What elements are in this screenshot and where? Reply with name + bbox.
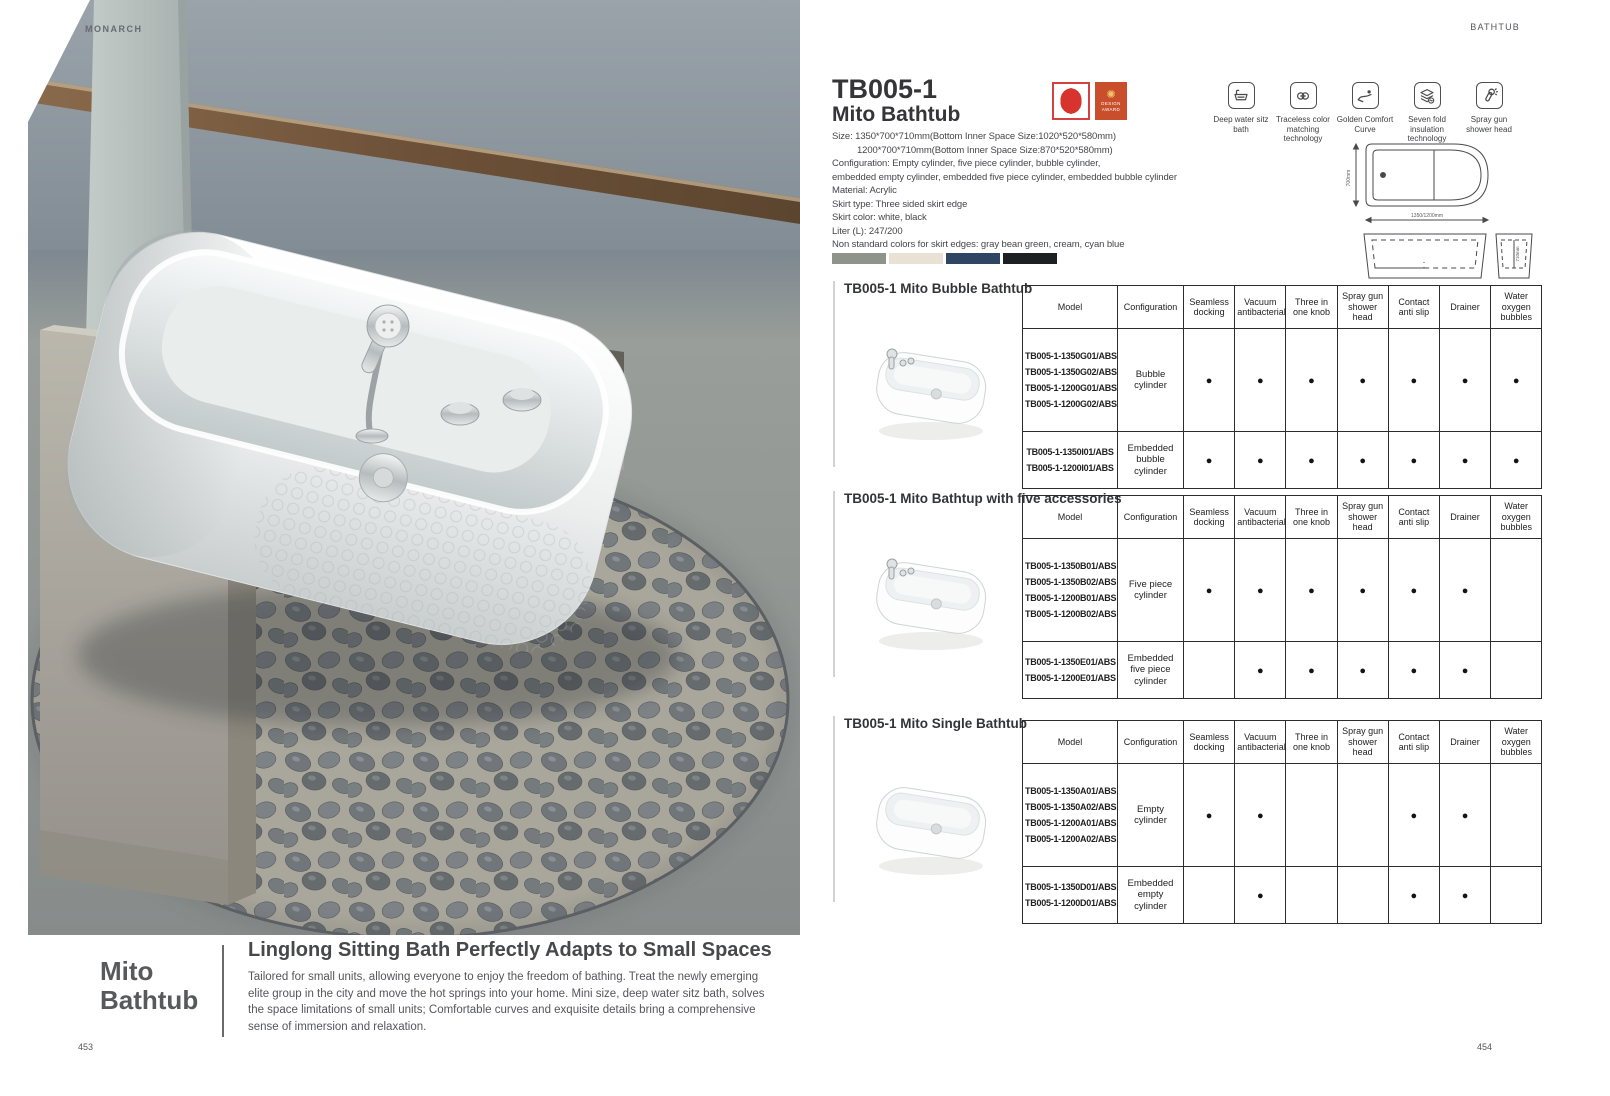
section-accent-bar: [833, 281, 835, 467]
model-number: TB005-1-1200G02/ABS: [1025, 399, 1117, 409]
right-page: [800, 0, 1610, 1096]
configuration-cell: Five piece cylinder: [1118, 539, 1184, 642]
feature-cell: [1235, 764, 1286, 867]
spec-table: [1022, 720, 1542, 924]
feature-dot: ●: [1461, 455, 1469, 467]
feature-cell: [1286, 867, 1337, 924]
feature-dot: ●: [1410, 455, 1418, 467]
plan-width-label: 1350/1200mm: [1411, 213, 1443, 219]
column-header: Three in one knob: [1286, 496, 1337, 539]
feature-item: [1272, 82, 1334, 144]
model-number: TB005-1-1350A01/ABS: [1025, 786, 1117, 796]
feature-dot: ●: [1512, 455, 1520, 467]
feature-cell: [1439, 432, 1490, 489]
model-number: TB005-1-1350A02/ABS: [1025, 802, 1117, 812]
feature-dot: ●: [1359, 665, 1366, 677]
model-code: TB005-1: [832, 74, 938, 104]
feature-cell: [1388, 539, 1439, 642]
column-header: Contact anti slip: [1388, 721, 1439, 764]
feature-dot: ●: [1256, 455, 1264, 467]
configuration-cell: Empty cylinder: [1118, 764, 1184, 867]
feature-cell: [1388, 867, 1439, 924]
skirt-color-swatch: [889, 253, 943, 264]
section-title: TB005-1 Mito Bathtup with five accessories: [844, 491, 1122, 506]
feature-cell: [1235, 867, 1286, 924]
feature-cell: [1388, 764, 1439, 867]
column-header: Configuration: [1118, 496, 1184, 539]
column-header: Water oxygen bubbles: [1491, 721, 1542, 764]
page-number-left: 453: [78, 1042, 94, 1052]
model-number: TB005-1-1200I01/ABS: [1026, 463, 1114, 473]
feature-cell: [1184, 764, 1235, 867]
feature-cell: [1184, 329, 1235, 432]
feature-label: Golden Comfort Curve: [1336, 115, 1394, 134]
section-accent-bar: [833, 491, 835, 677]
column-header: Vacuum antibacterial: [1235, 721, 1286, 764]
feature-dot: ●: [1205, 810, 1213, 822]
feature-dot: ●: [1461, 810, 1469, 822]
model-number: TB005-1-1350I01/ABS: [1026, 447, 1114, 457]
feature-cell: [1184, 642, 1235, 699]
traceless-color-matching-icon: [1290, 82, 1317, 109]
column-header: Model: [1023, 286, 1118, 329]
column-header: Seamless docking: [1184, 286, 1235, 329]
model-number: TB005-1-1350G02/ABS: [1025, 367, 1117, 377]
feature-dot: ●: [1256, 810, 1264, 822]
column-header: Drainer: [1439, 721, 1490, 764]
product-thumbnail: [859, 327, 1004, 452]
column-header: Three in one knob: [1286, 721, 1337, 764]
feature-cell: [1184, 539, 1235, 642]
spray-gun-shower-head-icon: [1476, 82, 1503, 109]
feature-label: Deep water sitz bath: [1213, 115, 1269, 134]
section-title: TB005-1 Mito Single Bathtub: [844, 716, 1028, 731]
model-number: TB005-1-1350G01/ABS: [1025, 351, 1117, 361]
feature-item: [1210, 82, 1272, 144]
product-table-section: [833, 493, 1553, 705]
award-badges: [1052, 82, 1127, 120]
red-seal-icon: [1056, 86, 1086, 116]
feature-dot: ●: [1308, 665, 1315, 677]
feature-cell: [1286, 764, 1337, 867]
column-header: Seamless docking: [1184, 496, 1235, 539]
feature-cell: [1286, 432, 1337, 489]
column-header: Water oxygen bubbles: [1491, 286, 1542, 329]
plan-depth-label: 700mm: [1346, 169, 1352, 187]
configuration-cell: Embedded five piece cylinder: [1118, 642, 1184, 699]
feature-label: Spray gun shower head: [1466, 115, 1512, 134]
feature-cell: [1491, 642, 1542, 699]
spec-line: 1200*700*710mm(Bottom Inner Space Size:870*520*580mm): [857, 144, 1113, 156]
section-title: TB005-1 Mito Bubble Bathtub: [844, 281, 1033, 296]
feature-item: [1458, 82, 1520, 144]
feature-cell: [1491, 867, 1542, 924]
model-number: TB005-1-1200E01/ABS: [1025, 673, 1116, 683]
feature-dot: ●: [1256, 585, 1264, 597]
model-cell: [1023, 539, 1118, 642]
configuration-cell: Bubble cylinder: [1118, 329, 1184, 432]
feature-dot: ●: [1205, 585, 1213, 597]
feature-cell: [1286, 329, 1337, 432]
column-header: Configuration: [1118, 721, 1184, 764]
spec-line: Skirt type: Three sided skirt edge: [832, 198, 968, 210]
award-crown-icon: ✺: [1106, 89, 1116, 101]
feature-dot: ●: [1308, 585, 1315, 597]
feature-cell: [1337, 764, 1388, 867]
bathtub-thumbnail: [859, 327, 1004, 452]
column-header: Spray gun shower head: [1337, 721, 1388, 764]
feature-cell: [1286, 642, 1337, 699]
feature-cell: [1337, 432, 1388, 489]
model-cell: [1023, 764, 1118, 867]
feature-cell: [1388, 642, 1439, 699]
caption-body: Tailored for small units, allowing everyone to enjoy the freedom of bathing. Treat the newly emerging elite group in the city and move the hot springs into your home. Mini size, deep water sitz bath, solves the space limitations of small units; Comfortable curves and exquisite details bring a comprehensive sense of immersion and relaxation.: [248, 971, 765, 1033]
spec-line: Skirt color: white, black: [832, 212, 927, 223]
feature-dot: ●: [1512, 375, 1520, 387]
feature-dot: ●: [1359, 455, 1366, 467]
title-block: [832, 76, 960, 127]
feature-cell: [1491, 432, 1542, 489]
dimension-drawing: [1338, 140, 1533, 280]
side-height-label: 710mm: [1515, 246, 1520, 262]
bathtub-thumbnail: [859, 762, 1004, 887]
table-header-row: [1023, 721, 1542, 764]
bathroom-scene-illustration: [28, 0, 800, 935]
model-cell: [1023, 329, 1118, 432]
feature-item: [1334, 82, 1396, 144]
model-number: TB005-1-1200A01/ABS: [1025, 818, 1117, 828]
feature-dot: ●: [1256, 890, 1264, 902]
feature-dot: ●: [1461, 375, 1469, 387]
model-number: TB005-1-1200G01/ABS: [1025, 383, 1117, 393]
feature-cell: [1235, 642, 1286, 699]
technical-drawings: [1338, 140, 1533, 280]
spec-table: [1022, 495, 1542, 699]
feature-cell: [1439, 539, 1490, 642]
product-thumbnail: [859, 537, 1004, 662]
model-cell: [1023, 432, 1118, 489]
spec-list: [832, 130, 1232, 252]
skirt-color-swatches: [832, 253, 1057, 264]
divider: [222, 945, 224, 1037]
model-name: Mito Bathtub: [832, 103, 961, 126]
spec-table: [1022, 285, 1542, 489]
red-dot-seal-badge: [1052, 82, 1090, 120]
page-number-right: 454: [1476, 1042, 1492, 1052]
hero-photo: [28, 0, 800, 935]
feature-cell: [1491, 764, 1542, 867]
seven-fold-insulation-icon: [1414, 82, 1441, 109]
feature-cell: [1184, 432, 1235, 489]
table-row: [1023, 432, 1542, 489]
skirt-color-swatch: [946, 253, 1000, 264]
spec-line: Material: Acrylic: [832, 185, 897, 196]
column-header: Spray gun shower head: [1337, 286, 1388, 329]
model-number: TB005-1-1350B02/ABS: [1025, 577, 1117, 587]
feature-dot: ●: [1256, 375, 1264, 387]
feature-cell: [1337, 867, 1388, 924]
product-name: Mito Bathtub: [100, 956, 199, 1016]
feature-cell: [1491, 539, 1542, 642]
table-row: [1023, 329, 1542, 432]
feature-cell: [1388, 432, 1439, 489]
model-number: TB005-1-1350D01/ABS: [1025, 882, 1117, 892]
feature-cell: [1235, 539, 1286, 642]
feature-cell: [1388, 329, 1439, 432]
model-number: TB005-1-1200B01/ABS: [1025, 593, 1117, 603]
feature-label: Traceless color matching technology: [1276, 115, 1330, 143]
feature-dot: ●: [1410, 810, 1418, 822]
feature-cell: [1439, 867, 1490, 924]
column-header: Seamless docking: [1184, 721, 1235, 764]
caption-headline: Linglong Sitting Bath Perfectly Adapts to Small Spaces: [248, 939, 772, 961]
model-number: TB005-1-1200B02/ABS: [1025, 609, 1117, 619]
feature-dot: ●: [1205, 375, 1213, 387]
spec-line: Configuration: Empty cylinder, five piece cylinder, bubble cylinder,: [832, 158, 1101, 169]
design-award-badge: ✺ DESIGN AWARD: [1095, 82, 1127, 120]
section-accent-bar: [833, 716, 835, 902]
left-page: [0, 0, 800, 1096]
table-row: [1023, 539, 1542, 642]
spec-line: embedded empty cylinder, embedded five piece cylinder, embedded bubble cylinder: [832, 171, 1177, 183]
feature-icon-row: [1210, 82, 1520, 144]
column-header: Model: [1023, 721, 1118, 764]
column-header: Drainer: [1439, 286, 1490, 329]
section-header: BATHTUB: [1470, 22, 1520, 32]
spec-line: Size: 1350*700*710mm(Bottom Inner Space Size:1020*520*580mm): [832, 131, 1116, 142]
spec-line: Liter (L): 247/200: [832, 225, 903, 237]
column-header: Model: [1023, 496, 1118, 539]
deep-water-sitz-bath-icon: [1228, 82, 1255, 109]
feature-cell: [1337, 642, 1388, 699]
feature-dot: ●: [1359, 375, 1366, 387]
column-header: Vacuum antibacterial: [1235, 496, 1286, 539]
model-number: TB005-1-1350B01/ABS: [1025, 561, 1117, 571]
model-cell: [1023, 867, 1118, 924]
product-thumbnail: [859, 762, 1004, 887]
feature-label: Seven fold insulation technology: [1407, 115, 1447, 143]
spec-line: Non standard colors for skirt edges: gray bean green, cream, cyan blue: [832, 239, 1125, 250]
caption-band: [0, 935, 800, 1055]
column-header: Configuration: [1118, 286, 1184, 329]
feature-dot: ●: [1410, 890, 1418, 902]
feature-cell: [1235, 329, 1286, 432]
feature-cell: [1184, 867, 1235, 924]
brand-logo: MONARCH: [85, 24, 143, 34]
feature-dot: ●: [1205, 455, 1213, 467]
table-header-row: [1023, 286, 1542, 329]
skirt-color-swatch: [832, 253, 886, 264]
bathtub-thumbnail: [859, 537, 1004, 662]
column-header: Contact anti slip: [1388, 496, 1439, 539]
product-table-section: [833, 718, 1553, 930]
feature-cell: [1337, 539, 1388, 642]
column-header: Spray gun shower head: [1337, 496, 1388, 539]
feature-dot: ●: [1461, 665, 1469, 677]
product-table-section: [833, 283, 1553, 495]
table-row: [1023, 867, 1542, 924]
skirt-color-swatch: [1003, 253, 1057, 264]
golden-comfort-curve-icon: [1352, 82, 1379, 109]
feature-dot: ●: [1410, 375, 1418, 387]
feature-cell: [1439, 642, 1490, 699]
feature-dot: ●: [1359, 585, 1366, 597]
column-header: Water oxygen bubbles: [1491, 496, 1542, 539]
column-header: Three in one knob: [1286, 286, 1337, 329]
column-header: Drainer: [1439, 496, 1490, 539]
feature-dot: ●: [1410, 585, 1418, 597]
table-header-row: [1023, 496, 1542, 539]
feature-dot: ●: [1461, 890, 1469, 902]
table-row: [1023, 764, 1542, 867]
model-cell: [1023, 642, 1118, 699]
column-header: Contact anti slip: [1388, 286, 1439, 329]
model-number: TB005-1-1350E01/ABS: [1025, 657, 1116, 667]
configuration-cell: Embedded empty cylinder: [1118, 867, 1184, 924]
feature-dot: ●: [1461, 585, 1469, 597]
feature-cell: [1439, 764, 1490, 867]
model-number: TB005-1-1200A02/ABS: [1025, 834, 1117, 844]
feature-cell: [1286, 539, 1337, 642]
feature-cell: [1439, 329, 1490, 432]
model-number: TB005-1-1200D01/ABS: [1025, 898, 1117, 908]
feature-item: [1396, 82, 1458, 144]
feature-dot: ●: [1410, 665, 1418, 677]
feature-dot: ●: [1308, 455, 1315, 467]
table-row: [1023, 642, 1542, 699]
configuration-cell: Embedded bubble cylinder: [1118, 432, 1184, 489]
feature-dot: ●: [1256, 665, 1264, 677]
feature-dot: ●: [1308, 375, 1315, 387]
column-header: Vacuum antibacterial: [1235, 286, 1286, 329]
feature-cell: [1491, 329, 1542, 432]
feature-cell: [1337, 329, 1388, 432]
feature-cell: [1235, 432, 1286, 489]
